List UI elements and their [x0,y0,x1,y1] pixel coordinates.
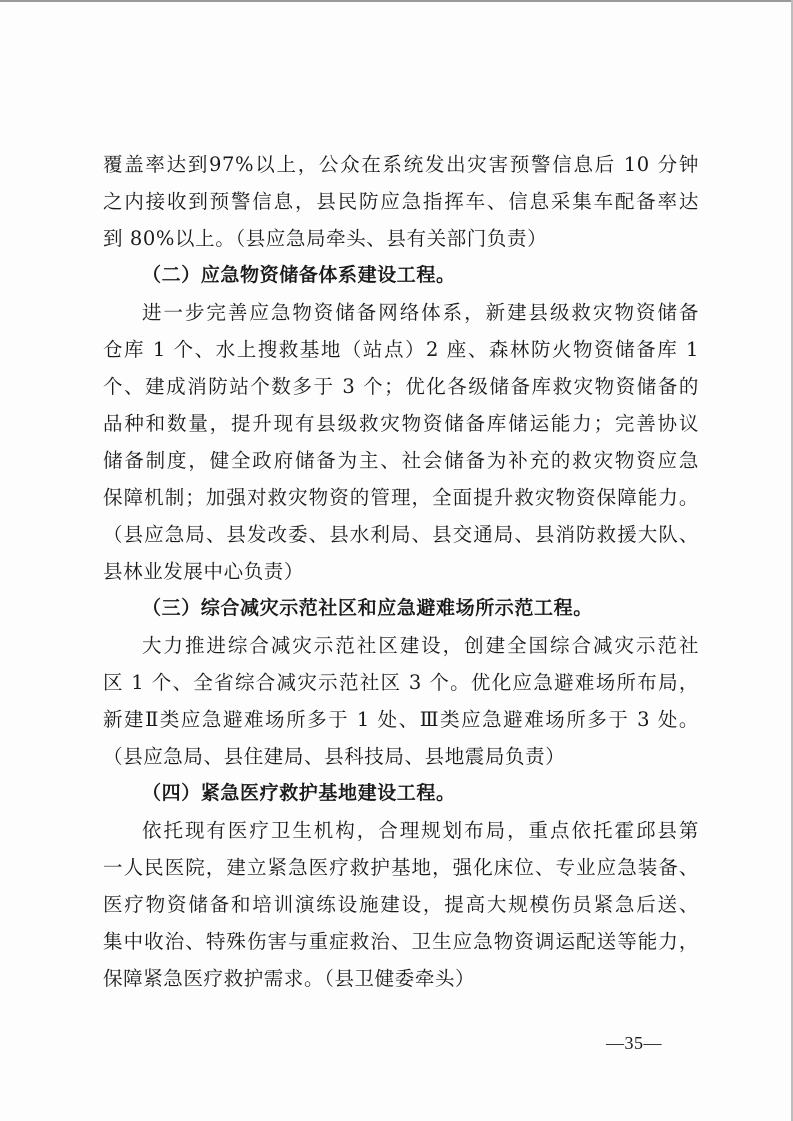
paragraph-line: 医疗物资储备和培训演练设施建设，提高大规模伤员紧急后送、 [103,893,699,916]
paragraph-line: 个、建成消防站个数多于 3 个；优化各级储备库救灾物资储备的 [103,375,699,398]
paragraph-line: 到 80%以上。（县应急局牵头、县有关部门负责） [103,227,548,250]
paragraph-line: 仓库 1 个、水上搜救基地（站点）2 座、森林防火物资储备库 1 [103,338,699,361]
paragraph-line: （县应急局、县发改委、县水利局、县交通局、县消防救援大队、 [103,523,699,546]
paragraph-line: 保障机制；加强对救灾物资的管理，全面提升救灾物资保障能力。 [103,486,699,509]
paragraph-line: 储备制度，健全政府储备为主、社会储备为补充的救灾物资应急 [103,449,699,472]
paragraph-line: （县应急局、县住建局、县科技局、县地震局负责） [103,745,566,768]
paragraph-line: 品种和数量，提升现有县级救灾物资储备库储运能力；完善协议 [103,412,699,435]
document-body [103,146,699,997]
paragraph-line: 区 1 个、全省综合减灾示范社区 3 个。优化应急避难场所布局， [103,671,699,694]
section-heading-2: （二）应急物资储备体系建设工程。 [142,264,456,286]
paragraph-line: 县林业发展中心负责） [103,560,305,583]
paragraph-line: 大力推进综合减灾示范社区建设，创建全国综合减灾示范社 [142,634,699,657]
scan-edge-top [0,0,793,2]
paragraph-line: 依托现有医疗卫生机构，合理规划布局，重点依托霍邱县第 [142,819,699,842]
paragraph-line: 之内接收到预警信息，县民防应急指挥车、信息采集车配备率达 [103,190,699,213]
section-heading-3: （三）综合减灾示范社区和应急避难场所示范工程。 [142,597,593,619]
paragraph-line: 覆盖率达到97%以上，公众在系统发出灾害预警信息后 10 分钟 [103,153,699,176]
paragraph-line: 保障紧急医疗救护需求。（县卫健委牵头） [103,967,476,990]
section-heading-4: （四）紧急医疗救护基地建设工程。 [142,782,456,804]
paragraph-line: 进一步完善应急物资储备网络体系，新建县级救灾物资储备 [142,301,699,324]
paragraph-line: 一人民医院，建立紧急医疗救护基地，强化床位、专业应急装备、 [103,856,699,879]
paragraph-line: 新建Ⅱ类应急避难场所多于 1 处、Ⅲ类应急避难场所多于 3 处。 [103,708,699,731]
paragraph-line: 集中收治、特殊伤害与重症救治、卫生应急物资调运配送等能力， [103,930,699,953]
page-number: —35— [606,1033,662,1053]
